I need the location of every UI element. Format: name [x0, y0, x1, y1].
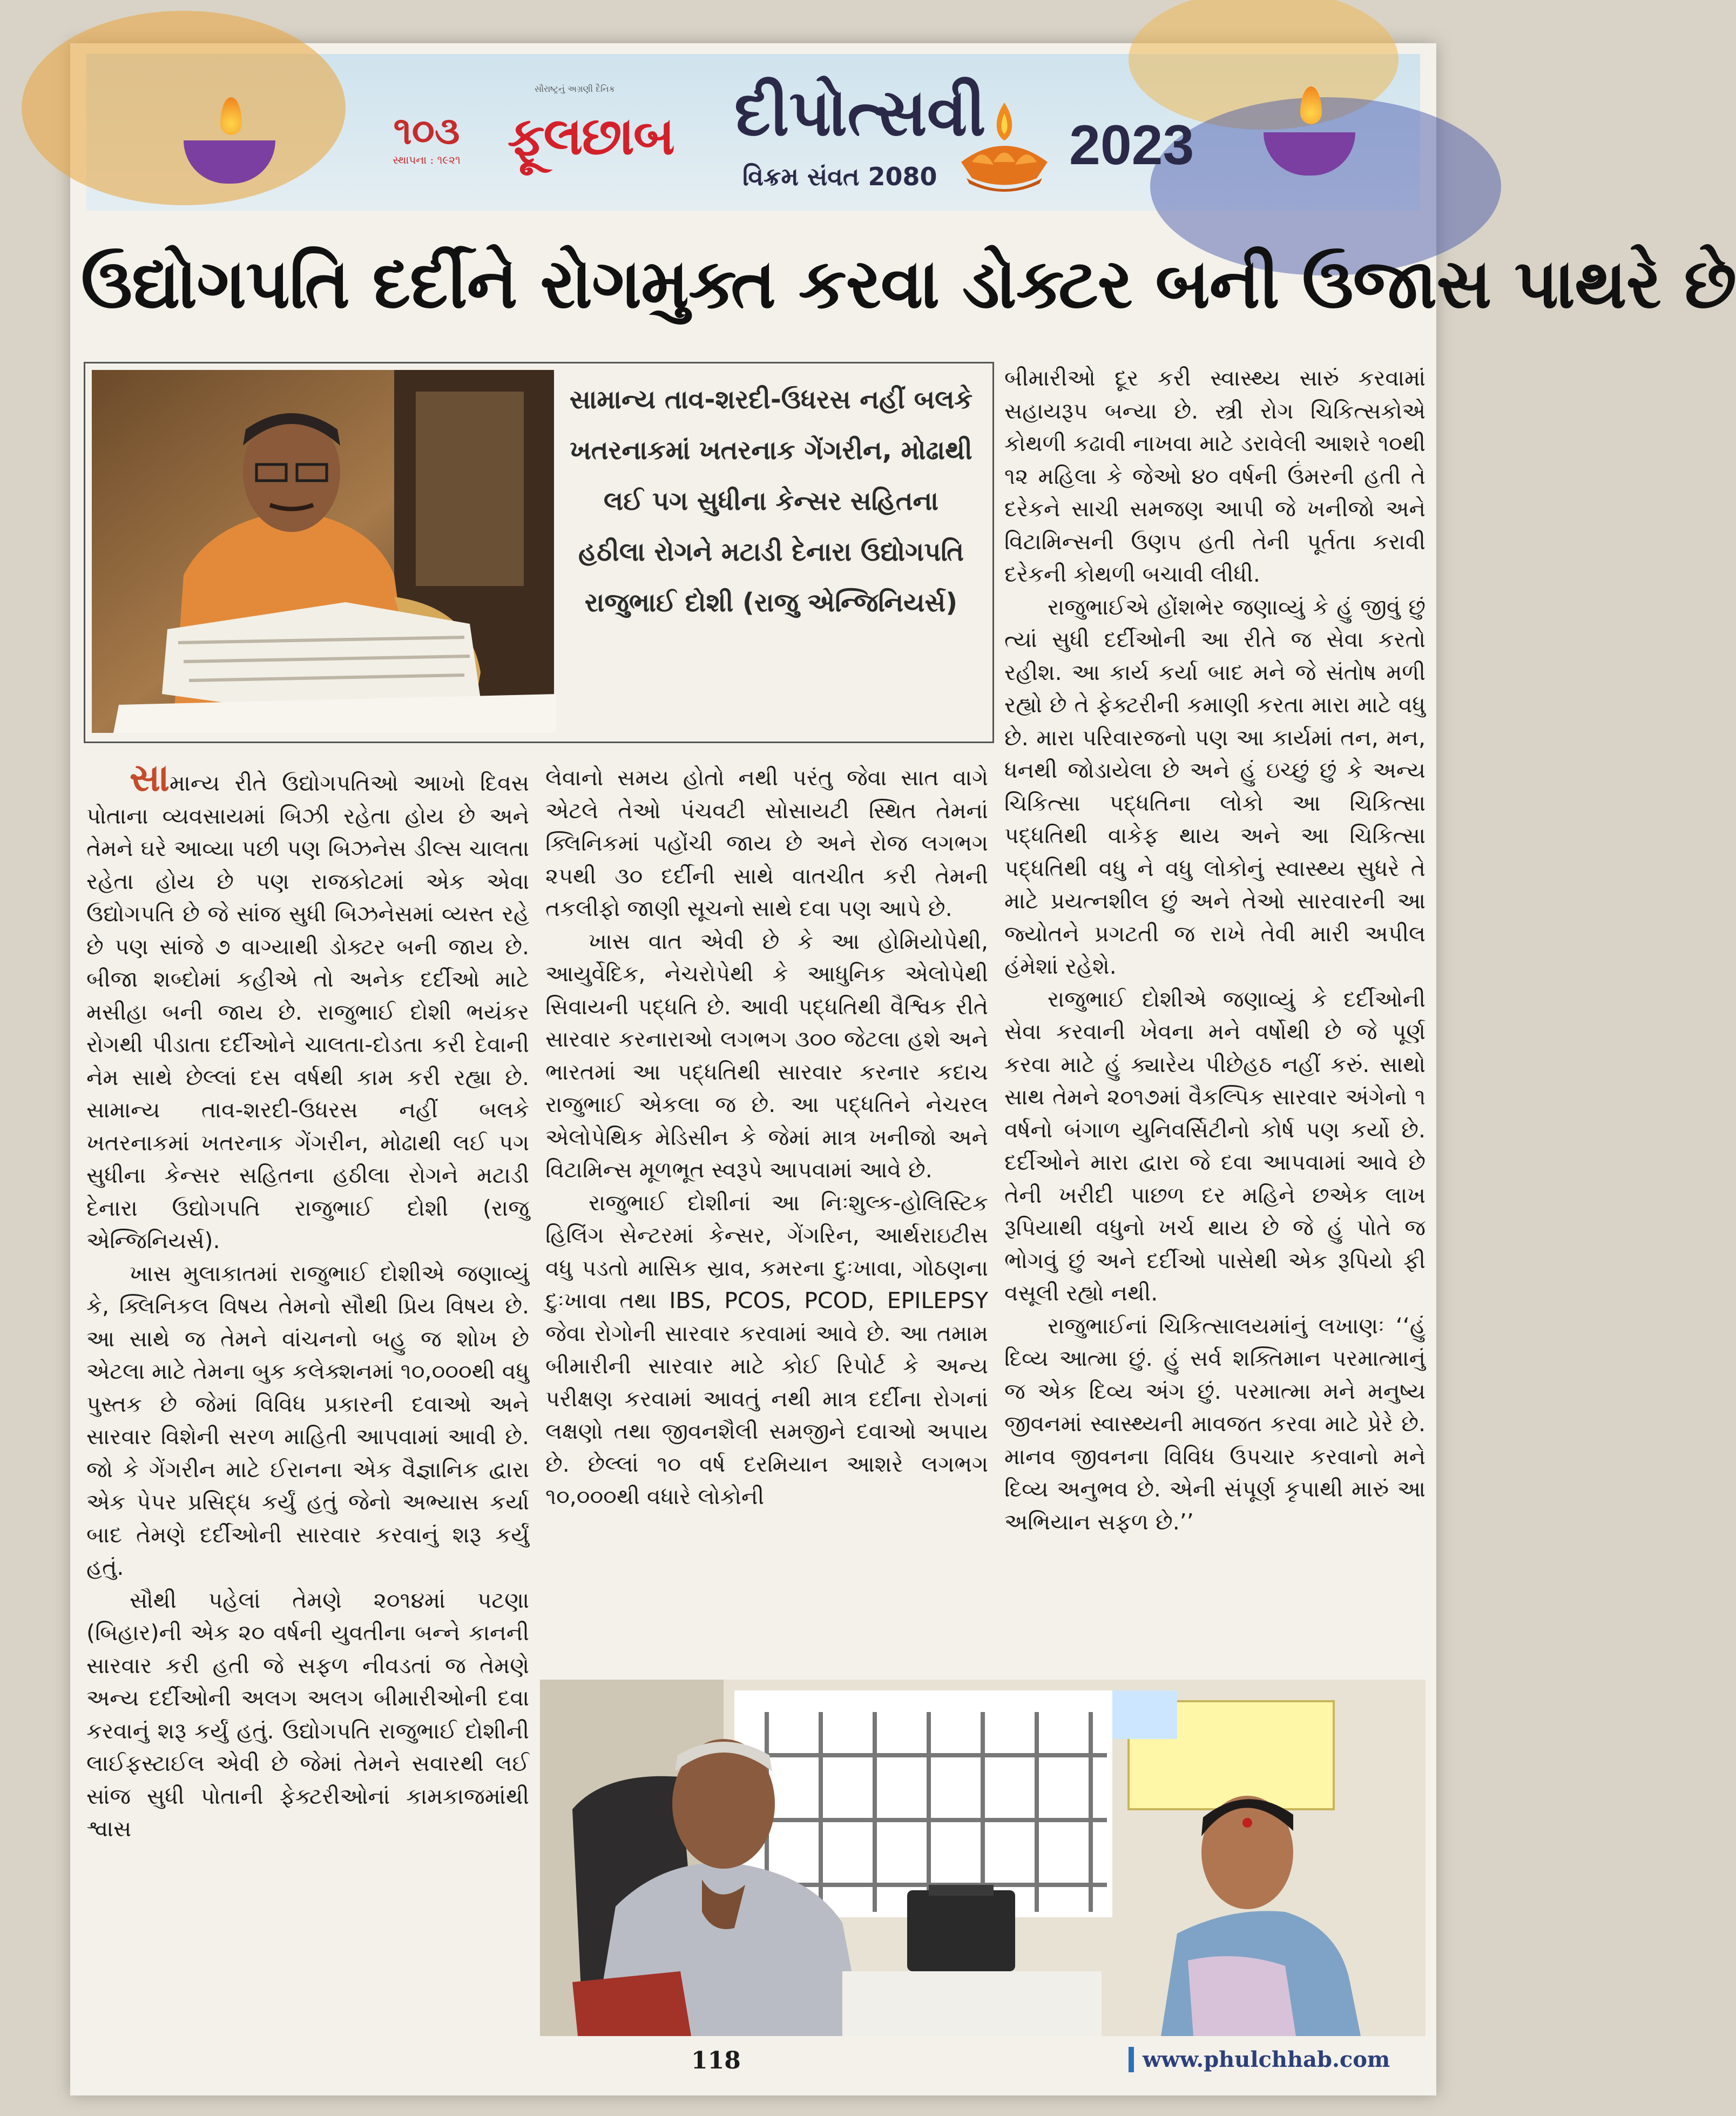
- col1-paragraph-2: ખાસ મુલાકાતમાં રાજુભાઈ દોશીએ જણાવ્યું કે, ક્લિનિકલ વિષય તેમનો સૌથી પ્રિય વિષય છે. આ સાથે જ તેમને વાંચનનો બહુ જ શોખ છે એટલા માટે તેમના બુક કલેક્શનમાં ૧૦,૦૦૦થી વધુ પુસ્તક છે જેમાં વિવિધ પ્રકારની દવાઓ અને સારવાર વિશેની સરળ માહિતી આપવામાં આવી છે. જો કે ગેંગરીન માટે ઈરાનના એક વૈજ્ઞાનિક દ્વારા એક પેપર પ્રસિદ્ધ કર્યું હતું જેનો અભ્યાસ કર્યા બાદ તેમણે દર્દીઓની સારવાર કરવાનું શરૂ કર્યું હતું.: [86, 1260, 529, 1580]
- diya-lamp-left-icon: [184, 97, 281, 189]
- magazine-page: [70, 43, 1736, 2095]
- year-label: 2023: [1069, 114, 1194, 177]
- col1-paragraph-3: સૌથી પહેલાં તેમણે ૨૦૧૪માં પટણા (બિહાર)ની એક ૨૦ વર્ષની યુવતીના બન્ને કાનની સારવાર કરી હતી જે સફળ નીવડતાં જ તેમણે અન્ય દર્દીઓની અલગ અલગ બીમારીઓની દવા કરવાનું શરૂ કર્યું હતું. ઉદ્યોગપતિ રાજુભાઈ દોશીની લાઈફસ્ટાઈલ એવી છે જેમાં તેમને સવારથી લઈ સાંજ સુધી પોતાની ફેક્ટરીઓનાં કામકાજમાંથી શ્વાસ: [86, 1587, 529, 1842]
- header-banner: [86, 54, 1420, 211]
- article-deck: સામાન્ય તાવ-શરદી-ઉધરસ નહીં બલકે ખતરનાકમાં ખતરનાક ગેંગરીન, મોઢાથી લઈ પગ સુધીના કેન્સર સહિતના હઠીલા રોગને મટાડી દેનારા ઉદ્યોગપતિ રાજુભાઈ દોશી (રાજુ એન્જિનિયર્સ): [569, 385, 973, 618]
- newspaper-logo: ફૂલછાબ: [508, 105, 674, 166]
- lotus-diya-icon: [950, 97, 1058, 200]
- website-url: www.phulchhab.com: [1129, 2047, 1390, 2072]
- festival-title: દીપોત્સવી: [734, 76, 986, 151]
- drop-cap: સા: [130, 756, 170, 800]
- photo-man-reading: [92, 370, 554, 733]
- lead-box: [84, 362, 994, 743]
- anniversary-badge: [373, 108, 481, 167]
- col2-paragraph-3: રાજુભાઈ દોશીનાં આ નિઃશુલ્ક-હોલિસ્ટિક હિલિંગ સેન્ટરમાં કેન્સર, ગેંગરિન, આર્થરાઇટીસ વધુ પડતો માસિક સ્રાવ, કમરના દુઃખાવા, ગોઠણના દુઃખાવા તથા IBS, PCOS, PCOD, EPILEPSY જેવા રોગોની સારવાર કરવામાં આવે છે. આ તમામ બીમારીની સારવાર માટે કોઈ રિપોર્ટ કે અન્ય પરીક્ષણ કરવામાં આવતું નથી માત્ર દર્દીના રોગનાં લક્ષણો તથા જીવનશૈલી સમજીને દવાઓ અપાય છે. છેલ્લાં ૧૦ વર્ષ દરમિયાન આશરે લગભગ ૧૦,૦૦૦થી વધારે લોકોની: [545, 1189, 988, 1509]
- col1-paragraph-1-text: માન્ય રીતે ઉદ્યોગપતિઓ આખો દિવસ પોતાના વ્યવસાયમાં બિઝી રહેતા હોય છે અને તેમને ઘરે આવ્યા પછી પણ બિઝનેસ ડીલ્સ ચાલતા રહેતા હોય છે પણ રાજકોટમાં એક એવા ઉદ્યોગપતિ છે જે સાંજ સુધી બિઝનેસમાં વ્યસ્ત રહે છે પણ સાંજે ૭ વાગ્યાથી ડોક્ટર બની જાય છે. બીજા શબ્દોમાં કહીએ તો અનેક દર્દીઓ માટે મસીહા બની જાય છે. રાજુભાઈ દોશી ભયંકર રોગથી પીડાતા દર્દીઓને ચાલતા-દોડતા કરી દેવાની નેમ સાથે છેલ્લાં દસ વર્ષથી કામ કરી રહ્યા છે. સામાન્ય તાવ-શરદી-ઉધરસ નહીં બલકે ખતરનાકમાં ખતરનાક ગેંગરીન, મોઢાથી લઈ પગ સુધીના કેન્સર સહિતના હઠીલા રોગને મટાડી દેનારા ઉદ્યોગપતિ રાજુભાઈ દોશી (રાજુ એન્જિનિયર્સ).: [86, 770, 529, 1254]
- samvat-subtitle: વિક્રમ સંવત 2080: [742, 162, 937, 191]
- column-3: [1004, 362, 1426, 1669]
- column-2: [545, 762, 988, 1669]
- col3-paragraph-4: રાજુભાઈનાં ચિકિત્સાલયમાંનું લખાણઃ ‘‘હું દિવ્ય આત્મા છું. હું સર્વ શક્તિમાન પરમાત્માનું જ એક દિવ્ય અંગ છું. પરમાત્મા મને મનુષ્ય જીવનમાં સ્વાસ્થ્યની માવજત કરવા માટે પ્રેરે છે. માનવ જીવનના વિવિધ ઉપચાર કરવાનો મને દિવ્ય અનુભવ છે. એની સંપૂર્ણ કૃપાથી મારું આ અભિયાન સફળ છે.’’: [1004, 1312, 1426, 1535]
- anniversary-caption: સ્થાપના : ૧૯૨૧: [393, 153, 461, 166]
- column-1: [86, 756, 529, 2025]
- col2-paragraph-2: ખાસ વાત એવી છે કે આ હોમિયોપેથી, આયુર્વેદિક, નેચરોપેથી કે આધુનિક એલોપેથી સિવાયની પદ્ધતિ છે. આવી પદ્ધતિથી વૈશ્વિક રીતે સારવાર કરનારાઓ લગભગ ૩૦૦ જેટલા હશે અને ભારતમાં આ પદ્ધતિથી સારવાર કરનાર કદાચ રાજુભાઈ એકલા જ છે. આ પદ્ધતિને નેચરલ એલોપેથિક મેડિસીન કે જેમાં માત્ર ખનીજો અને વિટામિન્સ મૂળભૂત સ્વરૂપે આપવામાં આવે છે.: [545, 928, 988, 1183]
- col3-paragraph-2: રાજુભાઈએ હોંશભેર જણાવ્યું કે હું જીવું છું ત્યાં સુધી દર્દીઓની આ રીતે જ સેવા કરતો રહીશ. આ કાર્ય કર્યા બાદ મને જે સંતોષ મળી રહ્યો છે તે ફેક્ટરીની કમાણી કરતા મારા માટે વધુ છે. મારા પરિવારજનો પણ આ કાર્યમાં તન, મન, ધનથી જોડાયેલા છે અને હું ઇચ્છું છું કે અન્ય ચિકિત્સા પદ્ધતિના લોકો આ ચિકિત્સા પદ્ધતિથી વાકેફ થાય અને આ ચિકિત્સા પદ્ધતિથી વધુ ને વધુ લોકોનું સ્વાસ્થ્ય સુધરે તે માટે પ્રયત્નશીલ છું અને તેઓ સારવારની આ જ્યોતને પ્રગટતી જ રાખે તેવી મારી અપીલ હંમેશાં રહેશે.: [1004, 594, 1426, 979]
- col3-paragraph-3: રાજુભાઈ દોશીએ જણાવ્યું કે દર્દીઓની સેવા કરવાની ખેવના મને વર્ષોથી છે જે પૂર્ણ કરવા માટે હું ક્યારેય પીછેહઠ નહીં કરું. સાથો સાથ તેમને ૨૦૧૭માં વૈકલ્પિક સારવાર અંગેનો ૧ વર્ષનો બંગાળ યુનિવર્સિટીનો કોર્ષ પણ કર્યો છે. દર્દીઓને મારા દ્વારા જે દવા આપવામાં આવે છે તેની ખરીદી પાછળ દર મહિને છએક લાખ રૂપિયાથી વધુનો ખર્ચ થાય છે જે હું પોતે જ ભોગવું છું અને દર્દીઓ પાસેથી એક રૂપિયો ફી વસૂલી રહ્યો નથી.: [1004, 986, 1426, 1306]
- col3-paragraph-1: બીમારીઓ દૂર કરી સ્વાસ્થ્ય સારું કરવામાં સહાયરૂપ બન્યા છે. સ્ત્રી રોગ ચિકિત્સકોએ કોથળી કઢાવી નાખવા માટે ડરાવેલી આશરે ૧૦થી ૧૨ મહિલા કે જેઓ ૪૦ વર્ષની ઉંમરની હતી તે દરેકને સાચી સમજણ આપી જે ખનીજો અને વિટામિન્સની ઉણપ હતી તેની પૂર્તતા કરાવી દરેકની કોથળી બચાવી લીધી.: [1004, 365, 1426, 587]
- anniversary-number: ૧૦૩: [393, 108, 460, 153]
- col1-paragraph-1: [86, 756, 529, 1257]
- diya-lamp-right-icon: [1264, 86, 1361, 184]
- logo-tagline: સૌરાષ્ટ્રનું અગ્રણી દૈનિક: [535, 84, 615, 94]
- article-headline: ઉદ્યોગપતિ દર્દીને રોગમુક્ત કરવા ડોક્ટર બની ઉજાસ પાથરે છે: [81, 244, 1736, 324]
- col2-paragraph-1: લેવાનો સમય હોતો નથી પરંતુ જેવા સાત વાગે એટલે તેઓ પંચવટી સોસાયટી સ્થિત તેમનાં ક્લિનિકમાં પહોંચી જાય છે અને રોજ લગભગ ૨૫થી ૩૦ દર્દીની સાથે વાતચીત કરી તેમની તકલીફો જાણી સૂચનો સાથે દવા પણ આપે છે.: [545, 765, 988, 921]
- page-number: 118: [691, 2047, 741, 2074]
- photo-couple-clinic: [540, 1680, 1426, 2036]
